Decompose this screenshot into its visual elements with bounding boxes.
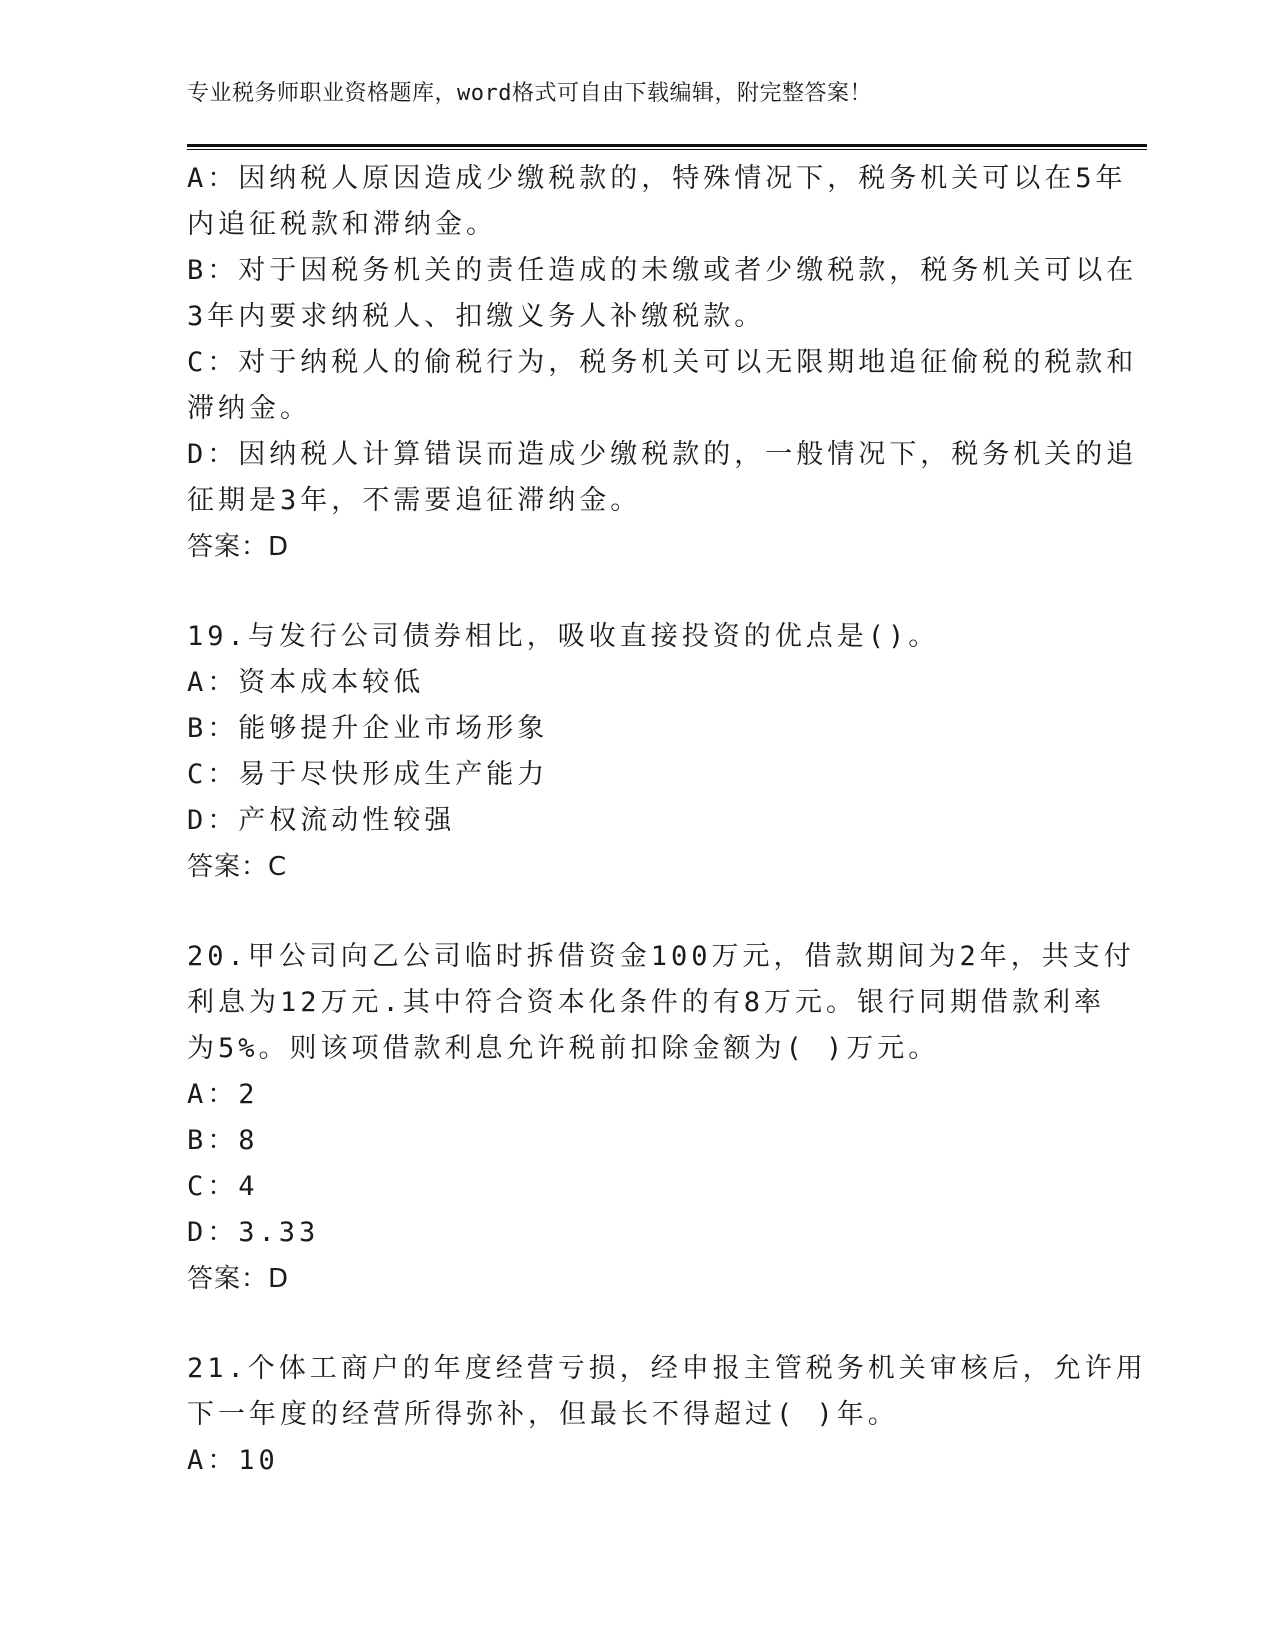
q18-option-a: [187, 156, 1127, 248]
q20-option-d: D：3.33: [187, 1217, 320, 1248]
question-21: [187, 1346, 1147, 1484]
question-18: [187, 156, 1138, 570]
q20-option-c: C：4: [187, 1171, 259, 1202]
question-19: [187, 614, 1077, 890]
header-divider: [187, 144, 1147, 151]
option-line: 滞纳金。: [187, 393, 311, 424]
q21-stem-line: 21.个体工商户的年度经营亏损，经申报主管税务机关审核后，允许用: [187, 1353, 1147, 1384]
option-line: 征期是3年，不需要追征滞纳金。: [187, 485, 642, 516]
spacer: [187, 570, 1077, 614]
q18-option-b: [187, 248, 1138, 340]
question-20: [187, 934, 1135, 1302]
option-line: A：因纳税人原因造成少缴税款的，特殊情况下，税务机关可以在5年: [187, 163, 1127, 194]
q20-stem-line: 为5%。则该项借款利息允许税前扣除金额为( )万元。: [187, 1033, 940, 1064]
header-divider-thick: [187, 144, 1147, 147]
q21-option-a: A：10: [187, 1445, 279, 1476]
spacer: [187, 890, 1077, 934]
q21-stem-line: 下一年度的经营所得弥补，但最长不得超过( )年。: [187, 1399, 899, 1430]
q20-stem-line: 20.甲公司向乙公司临时拆借资金100万元，借款期间为2年，共支付: [187, 941, 1135, 972]
q18-option-d: [187, 432, 1138, 524]
q18-answer: 答案：D: [187, 532, 290, 562]
q18-option-c: [187, 340, 1138, 432]
option-line: 内追征税款和滞纳金。: [187, 209, 497, 240]
option-line: 3年内要求纳税人、扣缴义务人补缴税款。: [187, 301, 766, 332]
q20-answer: 答案：D: [187, 1264, 290, 1294]
q19-option-c: C：易于尽快形成生产能力: [187, 759, 549, 790]
q19-option-a: A：资本成本较低: [187, 667, 425, 698]
q19-option-b: B：能够提升企业市场形象: [187, 713, 549, 744]
option-line: D：因纳税人计算错误而造成少缴税款的，一般情况下，税务机关的追: [187, 439, 1138, 470]
header-divider-thin: [187, 149, 1147, 150]
q19-stem: 19.与发行公司债券相比，吸收直接投资的优点是()。: [187, 621, 940, 652]
option-line: B：对于因税务机关的责任造成的未缴或者少缴税款，税务机关可以在: [187, 255, 1138, 286]
spacer: [187, 1302, 1077, 1346]
q19-answer: 答案：C: [187, 852, 288, 882]
page-header: 专业税务师职业资格题库，word格式可自由下载编辑，附完整答案！: [187, 81, 872, 106]
q19-option-d: D：产权流动性较强: [187, 805, 456, 836]
q20-option-a: A：2: [187, 1079, 259, 1110]
q20-option-b: B：8: [187, 1125, 259, 1156]
question-content: [187, 156, 1147, 1484]
option-line: C：对于纳税人的偷税行为，税务机关可以无限期地追征偷税的税款和: [187, 347, 1138, 378]
q20-stem-line: 利息为12万元.其中符合资本化条件的有8万元。银行同期借款利率: [187, 987, 1106, 1018]
